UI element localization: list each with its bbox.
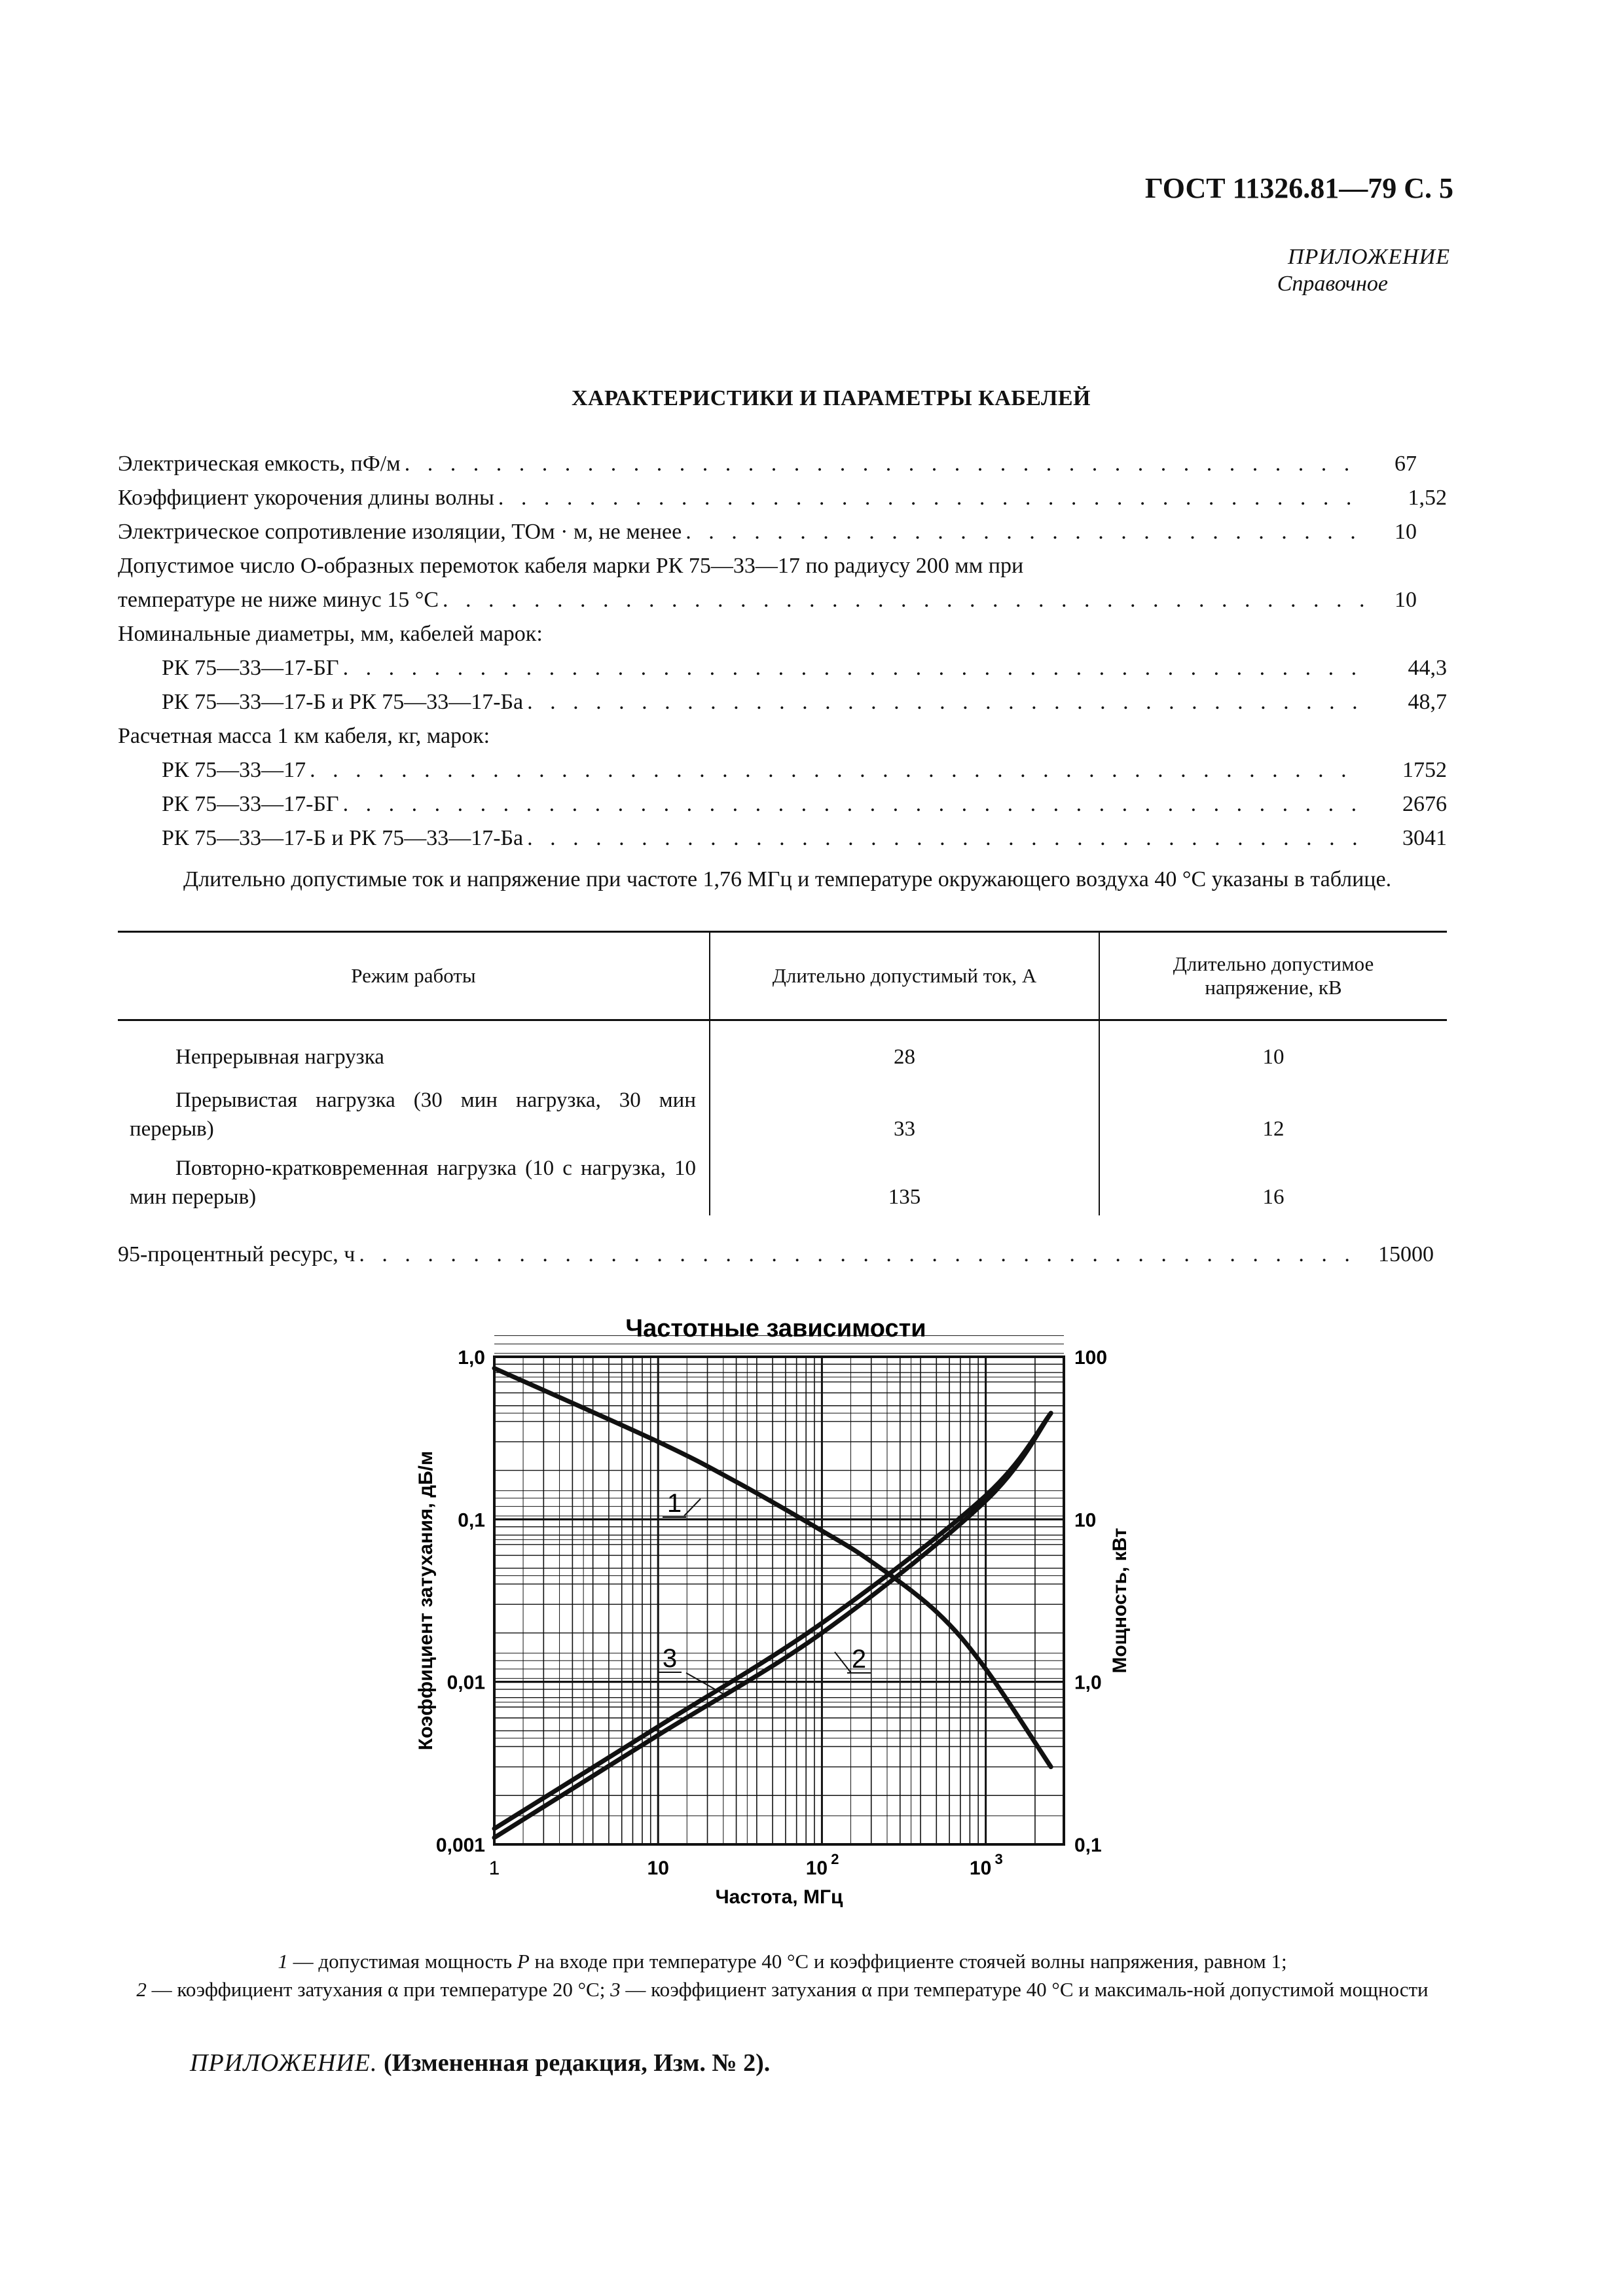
leader-dots (359, 1242, 1351, 1267)
table-row (118, 1020, 1447, 1071)
param-label: РК 75—33—17-БГ (162, 656, 339, 680)
y-axis-label: Коэффициент затухания, дБ/м (415, 1450, 437, 1751)
x-axis-label: Частота, МГц (715, 1886, 843, 1908)
mode-text: Прерывистая нагрузка (30 мин нагрузка, 30 мин перерыв) (130, 1088, 696, 1141)
leader-dots (343, 792, 1364, 817)
change-note (190, 2049, 770, 2077)
table-header-voltage-text: Длительно допустимое напряжение, кВ (1173, 952, 1374, 999)
mass-heading: Расчетная масса 1 км кабеля, кг, марок: (118, 724, 490, 748)
param-value: 10 (1395, 588, 1417, 612)
appendix-type: Справочное (1277, 272, 1388, 296)
caption-text-3: — коэффициент затухания α при температуре 40 °С и максималь-ной допустимой мощности (620, 1978, 1429, 2001)
curve-label-leader (684, 1499, 701, 1516)
y2-tick-label: 10 (1074, 1509, 1097, 1532)
curve-label: 1 (666, 1489, 682, 1518)
caption-num-2: 2 (136, 1978, 147, 2001)
table-cell-current: 135 (710, 1143, 1099, 1215)
param-label: Электрическое сопротивление изоляции, ТОм · м, не менее (118, 520, 682, 544)
param-row-insulation (118, 520, 1447, 551)
series-line-2 (494, 1413, 1051, 1838)
table-row (118, 1143, 1447, 1215)
x-tick-label: 10 (969, 1857, 992, 1879)
change-note-text: (Измененная редакция, Изм. № 2). (377, 2049, 771, 2077)
y2-tick-label: 100 (1074, 1347, 1108, 1369)
param-label: РК 75—33—17-БГ (162, 792, 339, 816)
table-header-row (118, 932, 1447, 1020)
table-row (118, 1071, 1447, 1143)
caption-num-3: 3 (610, 1978, 621, 2001)
table-header-voltage (1099, 932, 1447, 1020)
y-tick-label: 0,001 (435, 1835, 485, 1856)
curve-label: 3 (662, 1644, 678, 1673)
caption-text-2: — коэффициент затухания α при температуре 20 °С; (146, 1978, 611, 2001)
x-tick-label-exponent: 2 (831, 1851, 839, 1867)
mode-text: Повторно-кратковременная нагрузка (10 с нагрузка, 10 мин перерыв) (130, 1156, 696, 1209)
y-tick-label: 0,01 (447, 1672, 485, 1694)
page-title: ХАРАКТЕРИСТИКИ И ПАРАМЕТРЫ КАБЕЛЕЙ (572, 386, 1091, 410)
curve-label-leader (686, 1673, 725, 1695)
caption-var-p: P (517, 1950, 530, 1973)
curve-label: 2 (851, 1645, 867, 1674)
chart-frame (494, 1357, 1064, 1844)
param-row-resource (118, 1242, 1434, 1274)
document-code: ГОСТ 11326.81—79 С. 5 (1144, 172, 1453, 204)
param-row-diameter-bg (162, 656, 1447, 687)
chart-series (494, 1369, 1051, 1838)
param-value: 48,7 (1408, 690, 1447, 714)
leader-dots (343, 656, 1364, 681)
table-header-current: Длительно допустимый ток, А (710, 932, 1099, 1020)
leader-dots (498, 486, 1364, 511)
series-line-3 (494, 1413, 1051, 1829)
y-tick-label: 0,1 (458, 1509, 485, 1532)
figure-caption (118, 1947, 1447, 2003)
x-tick-label: 1 (488, 1857, 500, 1879)
series-line-1 (494, 1369, 1051, 1767)
param-value: 3041 (1402, 826, 1447, 850)
y2-tick-label: 1,0 (1074, 1672, 1102, 1694)
x-tick-label: 10 (805, 1857, 828, 1879)
caption-text-1b: на входе при температуре 40 °С и коэффициенте стоячей волны напряжения, равном 1; (529, 1950, 1287, 1973)
chart-title: Частотные зависимости (625, 1315, 926, 1342)
param-value: 15000 (1378, 1242, 1434, 1266)
y-tick-label: 1,0 (458, 1347, 485, 1369)
param-value: 67 (1395, 452, 1417, 476)
table-cell-mode (118, 1143, 710, 1215)
param-row-mass-b (162, 826, 1447, 857)
table-cell-voltage: 12 (1099, 1071, 1447, 1143)
intro-paragraph: Длительно допустимые ток и напряжение при частоте 1,76 МГц и температуре окружающего воздуха 40 °С указаны в таблице. (183, 867, 1392, 891)
param-rewind-line1: Допустимое число О-образных перемоток кабеля марки РК 75—33—17 по радиусу 200 мм при (118, 554, 1024, 578)
appendix-label: ПРИЛОЖЕНИЕ (1288, 245, 1450, 269)
leader-dots (527, 690, 1364, 715)
change-note-appendix: ПРИЛОЖЕНИЕ. (190, 2049, 378, 2077)
load-table (118, 931, 1447, 1215)
y2-axis-label: Мощность, кВт (1109, 1528, 1131, 1674)
chart-labels (415, 1347, 1131, 1908)
leader-dots (310, 758, 1364, 783)
caption-text-1: — допустимая мощность (287, 1950, 517, 1973)
table-cell-mode (118, 1020, 710, 1071)
table-cell-voltage: 16 (1099, 1143, 1447, 1215)
table-cell-voltage: 10 (1099, 1020, 1447, 1071)
param-label: РК 75—33—17 (162, 758, 306, 782)
param-row-rewind (118, 588, 1447, 619)
param-row-mass-bg (162, 792, 1447, 823)
leader-dots (685, 520, 1364, 545)
param-row-capacitance (118, 452, 1447, 483)
param-row-diameter-b (162, 690, 1447, 721)
leader-dots (527, 826, 1364, 851)
param-label: температуре не ниже минус 15 °С (118, 588, 439, 612)
param-value: 2676 (1402, 792, 1447, 816)
table-cell-mode (118, 1071, 710, 1143)
param-value: 1752 (1402, 758, 1447, 782)
curve-label-leader (835, 1652, 851, 1673)
param-value: 10 (1395, 520, 1417, 544)
param-value: 44,3 (1408, 656, 1447, 680)
table-cell-current: 28 (710, 1020, 1099, 1071)
y2-tick-label: 0,1 (1074, 1835, 1102, 1856)
param-label: РК 75—33—17-Б и РК 75—33—17-Ба (162, 826, 524, 850)
chart-grid (494, 1336, 1064, 1844)
param-label: Коэффициент укорочения длины волны (118, 486, 494, 510)
param-value: 1,52 (1408, 486, 1447, 510)
caption-num-1: 1 (278, 1950, 288, 1973)
param-label: 95-процентный ресурс, ч (118, 1242, 356, 1266)
x-tick-label: 10 (647, 1857, 669, 1879)
param-label: РК 75—33—17-Б и РК 75—33—17-Ба (162, 690, 524, 714)
param-row-shortening (118, 486, 1447, 517)
param-label: Электрическая емкость, пФ/м (118, 452, 401, 476)
x-tick-label-exponent: 3 (994, 1851, 1003, 1867)
mode-text: Непрерывная нагрузка (175, 1045, 384, 1069)
diameter-heading: Номинальные диаметры, мм, кабелей марок: (118, 622, 543, 646)
table-header-mode: Режим работы (118, 932, 710, 1020)
param-row-mass (162, 758, 1447, 789)
leader-dots (405, 452, 1364, 476)
table-cell-current: 33 (710, 1071, 1099, 1143)
leader-dots (443, 588, 1364, 613)
chart-axes (494, 1357, 1064, 1844)
